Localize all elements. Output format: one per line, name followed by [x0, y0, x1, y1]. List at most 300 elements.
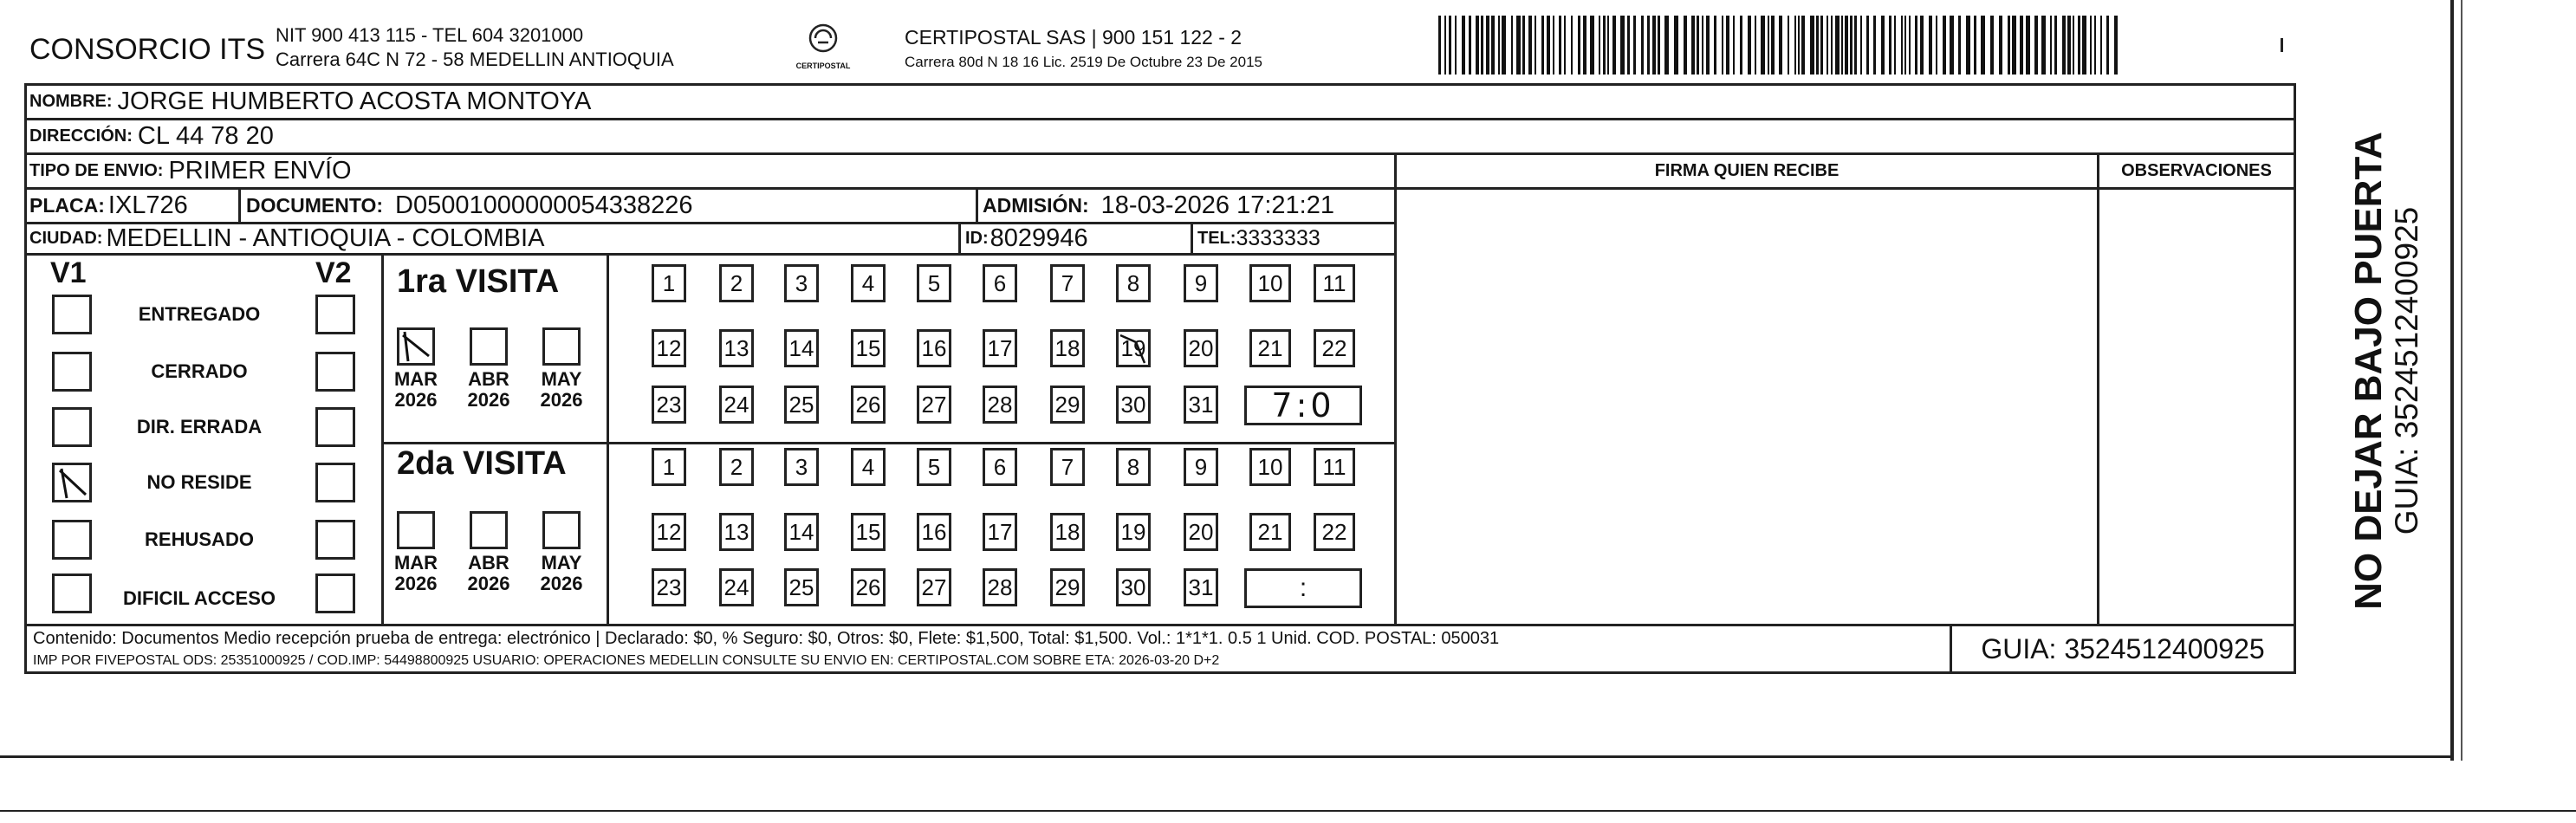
second-day-label: 7	[1061, 453, 1074, 480]
barcode-bar	[1889, 16, 1891, 75]
second-day-label: 25	[788, 574, 814, 600]
barcode-bar	[2082, 16, 2086, 75]
first-day-3[interactable]	[784, 264, 819, 302]
first-day-label: 30	[1120, 391, 1146, 418]
barcode-bar	[1664, 16, 1669, 75]
barcode-bar	[1714, 16, 1716, 75]
footer-contents: Contenido: Documentos Medio recepción prueba de entrega: electrónico | Declarado: $0, % Seguro: $0, Otros: $0, Flete: $1,500, Total: $1,500. Vol.: 1*1*1. 0.5 1 Unid. COD. POSTAL: 050031	[33, 629, 1500, 648]
second-day-7[interactable]	[1050, 448, 1085, 486]
ciudad-value: MEDELLIN - ANTIOQUIA - COLOMBIA	[106, 224, 545, 252]
first-day-30[interactable]	[1116, 386, 1151, 424]
barcode-bar	[2078, 16, 2080, 75]
barcode-bar	[1860, 16, 1862, 75]
first-day-24[interactable]	[719, 386, 754, 424]
v1-checkbox-rehusado[interactable]	[52, 520, 92, 560]
first-month-label-may: MAY 2026	[540, 368, 583, 411]
barcode-bar	[1684, 16, 1687, 75]
barcode-bar	[1571, 16, 1573, 75]
second-day-label: 8	[1126, 453, 1140, 480]
first-day-label: 18	[1054, 334, 1080, 361]
first-day-27[interactable]	[917, 386, 951, 424]
barcode-bar	[1522, 16, 1525, 75]
first-month-label-mar: MAR 2026	[393, 368, 438, 411]
row-direccion	[29, 120, 274, 152]
first-visit-time-value: 7:0	[1271, 386, 1335, 424]
barcode-bar	[1950, 16, 1954, 75]
second-day-label: 20	[1188, 518, 1214, 545]
first-day-label: 27	[921, 391, 947, 418]
second-visit-time[interactable]	[1244, 568, 1362, 608]
barcode-bar	[1835, 16, 1840, 75]
second-day-label: 4	[861, 453, 875, 480]
tipo-envio-label: TIPO DE ENVIO:	[29, 160, 164, 180]
barcode-bar	[1733, 16, 1735, 75]
barcode-bar	[1449, 16, 1451, 75]
second-day-label: 1	[662, 453, 676, 480]
barcode-bar	[1476, 16, 1479, 75]
first-day-label: 5	[927, 269, 941, 296]
barcode-bar	[1788, 16, 1789, 75]
admision-label: ADMISIÓN:	[983, 193, 1089, 217]
barcode-bar	[1845, 16, 1848, 75]
barcode-bar	[2114, 16, 2118, 75]
barcode-bar	[1647, 16, 1650, 75]
row-ciudad	[29, 224, 544, 253]
first-day-23[interactable]	[652, 386, 686, 424]
second-day-label: 23	[656, 574, 682, 600]
second-day-label: 29	[1054, 574, 1080, 600]
option-label-entregado: ENTREGADO	[138, 303, 261, 325]
barcode-bar	[1936, 16, 1937, 75]
barcode-bar	[1966, 16, 1970, 75]
second-day-13[interactable]	[719, 513, 754, 551]
barcode-bar	[1981, 16, 1985, 75]
barcode-bar	[1455, 16, 1457, 75]
first-day-31[interactable]	[1184, 386, 1218, 424]
barcode-bar	[1920, 16, 1924, 75]
first-day-10[interactable]	[1249, 264, 1291, 302]
v1-checkbox-cerrado[interactable]	[52, 352, 92, 392]
first-day-2[interactable]	[719, 264, 754, 302]
first-day-20[interactable]	[1184, 329, 1218, 367]
first-month-box-mar[interactable]	[397, 327, 435, 366]
option-label-rehusado: REHUSADO	[145, 528, 254, 550]
option-label-cerrado: CERRADO	[151, 360, 248, 382]
second-day-30[interactable]	[1116, 568, 1151, 606]
footer-guia: GUIA: 3524512400925	[1981, 633, 2265, 664]
v1-header: V1	[50, 256, 87, 289]
second-day-label: 3	[795, 453, 808, 480]
second-day-label: 21	[1257, 518, 1283, 545]
first-day-22[interactable]	[1314, 329, 1355, 367]
check-mark-icon	[55, 465, 89, 500]
barcode-bar	[2067, 16, 2071, 75]
first-day-label: 29	[1054, 391, 1080, 418]
first-day-21[interactable]	[1249, 329, 1291, 367]
second-day-10[interactable]	[1249, 448, 1291, 486]
second-month-box-mar[interactable]	[397, 511, 435, 549]
second-day-label: 18	[1054, 518, 1080, 545]
barcode-bar	[2026, 16, 2030, 75]
second-day-15[interactable]	[851, 513, 886, 551]
tel-field	[1197, 224, 1320, 253]
second-day-17[interactable]	[983, 513, 1017, 551]
barcode-bar	[1491, 16, 1495, 75]
ciudad-label: CIUDAD:	[29, 228, 103, 248]
barcode-bar	[2054, 16, 2057, 75]
barcode-bar	[1559, 16, 1561, 75]
barcode-bar	[1768, 16, 1769, 75]
second-day-23[interactable]	[652, 568, 686, 606]
barcode-bar	[1854, 16, 1857, 75]
second-day-2[interactable]	[719, 448, 754, 486]
first-day-18[interactable]	[1050, 329, 1085, 367]
barcode-bar	[1820, 16, 1823, 75]
v1-checkbox-no-reside[interactable]	[52, 463, 92, 502]
barcode-bar	[1755, 16, 1756, 75]
admision-field	[983, 189, 1334, 222]
row-nombre	[29, 85, 591, 118]
direccion-value: CL 44 78 20	[137, 121, 274, 150]
barcode-bar	[1599, 16, 1600, 75]
barcode-bar	[1607, 16, 1609, 75]
barcode-bar	[1904, 16, 1906, 75]
first-day-1[interactable]	[652, 264, 686, 302]
logo-caption: CERTIPOSTAL	[795, 62, 851, 70]
first-day-label: 20	[1188, 334, 1214, 361]
first-day-9[interactable]	[1184, 264, 1218, 302]
barcode-bar	[1547, 16, 1550, 75]
first-day-label: 8	[1126, 269, 1140, 296]
first-visit-time[interactable]	[1244, 386, 1362, 425]
second-day-label: 31	[1188, 574, 1214, 600]
barcode-bar	[2106, 16, 2109, 75]
second-day-6[interactable]	[983, 448, 1017, 486]
first-day-label: 22	[1321, 334, 1347, 361]
first-day-label: 19	[1120, 334, 1146, 361]
barcode-bar	[2062, 16, 2066, 75]
second-day-label: 28	[987, 574, 1013, 600]
documento-value: D05001000000054338226	[395, 191, 693, 219]
second-day-25[interactable]	[784, 568, 819, 606]
tel-label: TEL:	[1197, 228, 1236, 248]
barcode-bar	[1901, 16, 1903, 75]
row-tipo-envio	[29, 154, 352, 187]
carrier-address: Carrera 80d N 18 16 Lic. 2519 De Octubre 23 De 2015	[905, 54, 1262, 70]
first-day-label: 14	[788, 334, 814, 361]
barcode-bar	[1502, 16, 1506, 75]
second-day-31[interactable]	[1184, 568, 1218, 606]
id-field	[965, 224, 1088, 253]
first-day-26[interactable]	[851, 386, 886, 424]
corner-mark	[2281, 38, 2283, 52]
second-day-20[interactable]	[1184, 513, 1218, 551]
barcode-bar	[1486, 16, 1489, 75]
first-visit-title: 1ra VISITA	[397, 263, 560, 300]
first-day-15[interactable]	[851, 329, 886, 367]
second-day-label: 26	[855, 574, 881, 600]
barcode-bar	[1633, 16, 1636, 75]
first-month-box-abr[interactable]	[470, 327, 508, 366]
barcode-bar	[1929, 16, 1932, 75]
second-month-box-abr[interactable]	[470, 511, 508, 549]
first-day-label: 13	[723, 334, 749, 361]
first-day-28[interactable]	[983, 386, 1017, 424]
first-day-label: 3	[795, 269, 808, 296]
first-day-label: 6	[993, 269, 1007, 296]
barcode-bar	[1761, 16, 1765, 75]
barcode-bar	[2020, 16, 2023, 75]
barcode-bar	[1915, 16, 1917, 75]
first-day-label: 17	[987, 334, 1013, 361]
barcode-bar	[1641, 16, 1644, 75]
second-day-18[interactable]	[1050, 513, 1085, 551]
second-month-label-may: MAY 2026	[540, 552, 583, 594]
v2-checkbox-no-reside[interactable]	[315, 463, 355, 502]
barcode-bar	[2034, 16, 2038, 75]
second-day-12[interactable]	[652, 513, 686, 551]
second-day-26[interactable]	[851, 568, 886, 606]
company-nit: NIT 900 413 115 - TEL 604 3201000	[276, 24, 584, 46]
barcode-bar	[1541, 16, 1544, 75]
first-day-label: 24	[723, 391, 749, 418]
footer-imp: IMP POR FIVEPOSTAL ODS: 25351000925 / COD.IMP: 54498800925 USUARIO: OPERACIONES MEDELLIN CONSULTE SU ENVIO EN: CERTIPOSTAL.COM SOBRE ETA: 2026-03-20 D+2	[33, 653, 1220, 668]
barcode-bar	[1748, 16, 1751, 75]
barcode-bar	[2041, 16, 2046, 75]
second-day-label: 6	[993, 453, 1007, 480]
second-day-label: 5	[927, 453, 941, 480]
first-day-17[interactable]	[983, 329, 1017, 367]
second-day-label: 14	[788, 518, 814, 545]
second-visit-title: 2da VISITA	[397, 445, 567, 482]
barcode-bar	[1462, 16, 1465, 75]
barcode-bar	[1511, 16, 1513, 75]
barcode-bar	[1999, 16, 2002, 75]
barcode-bar	[1726, 16, 1729, 75]
barcode-bar	[1652, 16, 1656, 75]
barcode-bar	[1691, 16, 1695, 75]
v2-checkbox-entregado[interactable]	[315, 295, 355, 334]
barcode-bar	[2100, 16, 2102, 75]
barcode-bar	[1827, 16, 1828, 75]
barcode-bar	[1481, 16, 1483, 75]
barcode-bar	[1528, 16, 1532, 75]
first-day-4[interactable]	[851, 264, 886, 302]
barcode-bar	[1816, 16, 1819, 75]
admision-value: 18-03-2026 17:21:21	[1100, 191, 1334, 219]
right-edge-line-inner	[2461, 0, 2462, 761]
barcode-bar	[1706, 16, 1710, 75]
id-value: 8029946	[990, 224, 1088, 252]
second-day-1[interactable]	[652, 448, 686, 486]
barcode-bar	[1801, 16, 1805, 75]
first-day-16[interactable]	[917, 329, 951, 367]
barcode-bar	[1620, 16, 1625, 75]
check-mark-icon	[1119, 332, 1150, 366]
first-day-5[interactable]	[917, 264, 951, 302]
second-day-label: 13	[723, 518, 749, 545]
check-mark-icon	[399, 330, 432, 363]
barcode-bar	[1697, 16, 1699, 75]
second-month-label-mar: MAR 2026	[393, 552, 438, 594]
documento-label: DOCUMENTO:	[246, 193, 384, 217]
second-day-label: 2	[730, 453, 743, 480]
first-day-label: 2	[730, 269, 743, 296]
firma-header: FIRMA QUIEN RECIBE	[1654, 161, 1840, 180]
barcode-bar	[1740, 16, 1742, 75]
first-month-box-may[interactable]	[542, 327, 581, 366]
v1-checkbox-entregado[interactable]	[52, 295, 92, 334]
second-day-label: 11	[1322, 453, 1346, 480]
barcode-bar	[2012, 16, 2016, 75]
barcode-bar	[1831, 16, 1833, 75]
first-day-label: 15	[855, 334, 881, 361]
barcode-bar	[1469, 16, 1471, 75]
barcode-bar	[1810, 16, 1814, 75]
side-guia: GUIA: 3524512400925	[2389, 206, 2424, 535]
company-address: Carrera 64C N 72 - 58 MEDELLIN ANTIOQUIA	[276, 49, 674, 70]
option-label-dificil-acceso: DIFICIL ACCESO	[122, 587, 276, 609]
second-day-22[interactable]	[1314, 513, 1355, 551]
second-day-label: 22	[1321, 518, 1347, 545]
option-label-no-reside: NO RESIDE	[146, 471, 252, 493]
barcode-bar	[1798, 16, 1800, 75]
barcode-bar	[1881, 16, 1885, 75]
barcode-bar	[1603, 16, 1606, 75]
tel-value: 3333333	[1236, 225, 1320, 250]
bottom-separator	[0, 755, 2454, 758]
first-day-label: 11	[1322, 269, 1346, 296]
second-day-16[interactable]	[917, 513, 951, 551]
second-day-label: 16	[921, 518, 947, 545]
first-day-label: 12	[656, 334, 682, 361]
second-day-27[interactable]	[917, 568, 951, 606]
barcode-bar	[1444, 16, 1446, 75]
second-day-label: 17	[987, 518, 1013, 545]
second-day-3[interactable]	[784, 448, 819, 486]
v2-checkbox-dificil-acceso[interactable]	[315, 574, 355, 613]
barcode-bar	[1958, 16, 1961, 75]
direccion-label: DIRECCIÓN:	[29, 126, 133, 146]
barcode-bar	[1866, 16, 1869, 75]
first-day-label: 7	[1061, 269, 1074, 296]
id-label: ID:	[965, 228, 989, 248]
nombre-label: NOMBRE:	[29, 91, 113, 111]
second-day-label: 12	[656, 518, 682, 545]
first-day-label: 16	[921, 334, 947, 361]
first-day-label: 4	[861, 269, 875, 296]
first-day-8[interactable]	[1116, 264, 1151, 302]
first-day-label: 21	[1257, 334, 1283, 361]
second-day-label: 9	[1194, 453, 1208, 480]
second-day-5[interactable]	[917, 448, 951, 486]
first-day-6[interactable]	[983, 264, 1017, 302]
nombre-value: JORGE HUMBERTO ACOSTA MONTOYA	[117, 87, 592, 115]
v2-checkbox-cerrado[interactable]	[315, 352, 355, 392]
second-day-label: 27	[921, 574, 947, 600]
second-month-box-may[interactable]	[542, 511, 581, 549]
no-dejar-bajo-puerta: NO DEJAR BAJO PUERTA	[2347, 132, 2390, 610]
second-month-label-abr: ABR 2026	[467, 552, 510, 594]
barcode-bar	[1590, 16, 1594, 75]
first-day-12[interactable]	[652, 329, 686, 367]
barcode-bar	[1943, 16, 1946, 75]
second-day-24[interactable]	[719, 568, 754, 606]
barcode-bar	[1583, 16, 1586, 75]
second-day-19[interactable]	[1116, 513, 1151, 551]
first-day-25[interactable]	[784, 386, 819, 424]
barcode-bar	[1841, 16, 1843, 75]
barcode-bar	[1894, 16, 1896, 75]
barcode-bar	[2008, 16, 2010, 75]
option-label-dir-errada: DIR. ERRADA	[136, 416, 263, 437]
company-name: CONSORCIO ITS	[29, 33, 266, 66]
barcode-bar	[2050, 16, 2052, 75]
second-day-11[interactable]	[1314, 448, 1355, 486]
second-day-label: 10	[1257, 453, 1283, 480]
second-day-8[interactable]	[1116, 448, 1151, 486]
barcode-bar	[1909, 16, 1911, 75]
first-day-13[interactable]	[719, 329, 754, 367]
second-day-9[interactable]	[1184, 448, 1218, 486]
barcode-bar	[1578, 16, 1580, 75]
first-day-label: 23	[656, 391, 682, 418]
barcode-bar	[1990, 16, 1994, 75]
logo-icon	[788, 21, 858, 55]
placa-label: PLACA:	[29, 193, 105, 217]
barcode-bar	[2073, 16, 2074, 75]
first-day-label: 9	[1194, 269, 1208, 296]
first-day-7[interactable]	[1050, 264, 1085, 302]
right-edge-line	[2450, 0, 2454, 761]
row-placa	[29, 189, 188, 222]
v1-checkbox-dificil-acceso[interactable]	[52, 574, 92, 613]
v2-checkbox-rehusado[interactable]	[315, 520, 355, 560]
second-day-label: 30	[1120, 574, 1146, 600]
barcode-bar	[1612, 16, 1616, 75]
first-day-11[interactable]	[1314, 264, 1355, 302]
second-day-21[interactable]	[1249, 513, 1291, 551]
second-day-28[interactable]	[983, 568, 1017, 606]
second-day-14[interactable]	[784, 513, 819, 551]
v2-checkbox-dir-errada[interactable]	[315, 407, 355, 447]
barcode-bar	[1535, 16, 1536, 75]
barcode	[1438, 16, 2123, 75]
barcode-bar	[1674, 16, 1678, 75]
second-day-29[interactable]	[1050, 568, 1085, 606]
second-day-label: 15	[855, 518, 881, 545]
v2-header: V2	[315, 256, 352, 289]
first-month-label-abr: ABR 2026	[467, 368, 510, 411]
next-label-edge	[0, 810, 2576, 812]
barcode-bar	[2090, 16, 2092, 75]
barcode-bar	[1794, 16, 1796, 75]
first-day-29[interactable]	[1050, 386, 1085, 424]
second-day-label: 19	[1120, 518, 1146, 545]
first-day-label: 26	[855, 391, 881, 418]
first-day-label: 1	[662, 269, 676, 296]
second-visit-time-value: :	[1299, 574, 1307, 602]
barcode-bar	[1658, 16, 1660, 75]
barcode-bar	[1498, 16, 1500, 75]
v1-checkbox-dir-errada[interactable]	[52, 407, 92, 447]
second-day-4[interactable]	[851, 448, 886, 486]
barcode-bar	[1722, 16, 1723, 75]
barcode-bar	[1850, 16, 1853, 75]
observaciones-header: OBSERVACIONES	[2121, 161, 2272, 180]
first-day-14[interactable]	[784, 329, 819, 367]
first-day-19[interactable]	[1116, 329, 1151, 367]
